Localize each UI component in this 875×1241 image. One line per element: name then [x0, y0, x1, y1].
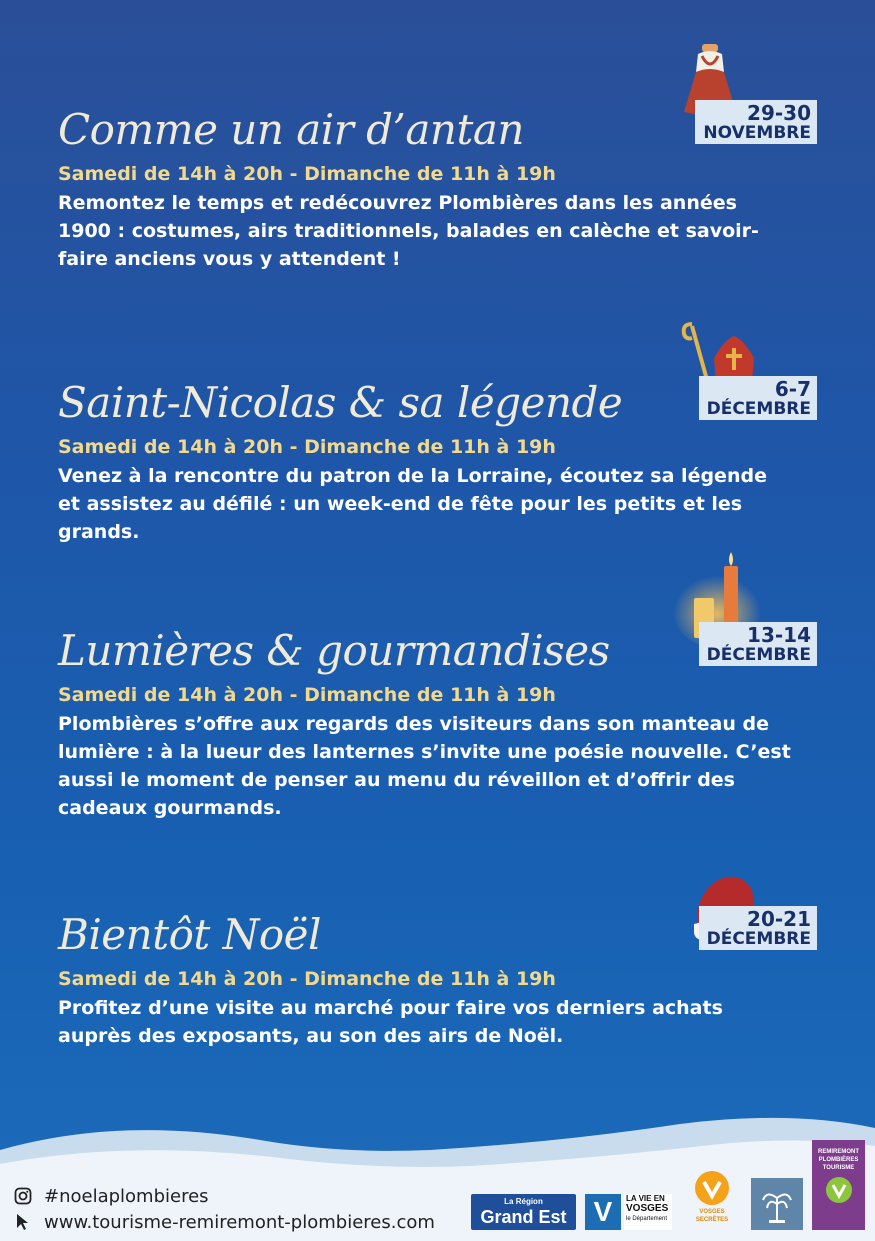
event-hours: Samedi de 14h à 20h - Dimanche de 11h à 19h [58, 163, 556, 185]
event-3 [58, 623, 838, 822]
website-line [14, 1212, 435, 1233]
date-days: 6-7 [774, 377, 811, 401]
event-2 [58, 378, 838, 546]
hashtag-text: #noelaplombieres [44, 1186, 209, 1207]
event-description: Remontez le temps et redécouvrez Plombières dans les années 1900 : costumes, airs traditionnels, balades en calèche et savoir-faire anciens vous y attendent ! [58, 192, 759, 270]
date-month: NOVEMBRE [703, 123, 811, 143]
event-1 [58, 105, 838, 273]
date-days: 13-14 [747, 623, 811, 647]
fountain-icon [757, 1182, 797, 1226]
event-4 [58, 907, 838, 1050]
event-hours: Samedi de 14h à 20h - Dimanche de 11h à 19h [58, 436, 556, 458]
event-title: Lumières & gourmandises [58, 626, 610, 675]
region-main-text: Grand Est [480, 1207, 567, 1227]
instagram-icon [14, 1187, 32, 1205]
vie-line-3: le Département [626, 1216, 668, 1222]
remiremont-line-1: REMIREMONT [818, 1149, 859, 1155]
vosges-v-logo: V [585, 1194, 621, 1230]
heart-v-icon [694, 1170, 730, 1206]
event-description: Plombières s’offre aux regards des visiteurs dans son manteau de lumière : à la lueur des lanternes s’invite une poésie nouvelle. C’est aussi le moment de penser au menu du réveillon et d’offrir des cadeaux gourmands. [58, 713, 791, 819]
heart-v-icon [825, 1176, 853, 1204]
vie-line-2: VOSGES [626, 1203, 669, 1214]
vosges-secretes-text: VOSGES SECRÈTES [695, 1209, 729, 1223]
date-month: DÉCEMBRE [706, 399, 811, 419]
cursor-icon [14, 1213, 32, 1231]
region-top-text: La Région [504, 1197, 543, 1206]
date-days: 29-30 [747, 101, 811, 125]
plombieres-logo [751, 1178, 803, 1230]
date-month: DÉCEMBRE [706, 929, 811, 949]
date-days: 20-21 [747, 907, 811, 931]
la-vie-en-vosges-logo [624, 1194, 672, 1230]
remiremont-line-2: PLOMBIÈRES [818, 1157, 859, 1163]
website-link[interactable]: www.tourisme-remiremont-plombieres.com [44, 1212, 435, 1233]
event-description: Profitez d’une visite au marché pour faire vos derniers achats auprès des exposants, au son des airs de Noël. [58, 997, 723, 1047]
event-hours: Samedi de 14h à 20h - Dimanche de 11h à 19h [58, 684, 556, 706]
event-hours: Samedi de 14h à 20h - Dimanche de 11h à 19h [58, 968, 556, 990]
event-title: Comme un air d’antan [58, 105, 524, 154]
hashtag-line [14, 1186, 209, 1207]
event-title: Bientôt Noël [58, 910, 321, 959]
vie-line-1: LA VIE EN [626, 1194, 665, 1203]
date-month: DÉCEMBRE [706, 645, 811, 665]
region-grand-est-logo [471, 1194, 576, 1230]
remiremont-line-3: TOURISME [822, 1165, 855, 1171]
event-description: Venez à la rencontre du patron de la Lorraine, écoutez sa légende et assistez au défilé : un week-end de fête pour les petits et les grands. [58, 465, 767, 543]
event-title: Saint-Nicolas & sa légende [58, 378, 623, 427]
vosges-secretes-logo [683, 1170, 741, 1232]
remiremont-plombieres-tourisme-logo [812, 1140, 865, 1230]
